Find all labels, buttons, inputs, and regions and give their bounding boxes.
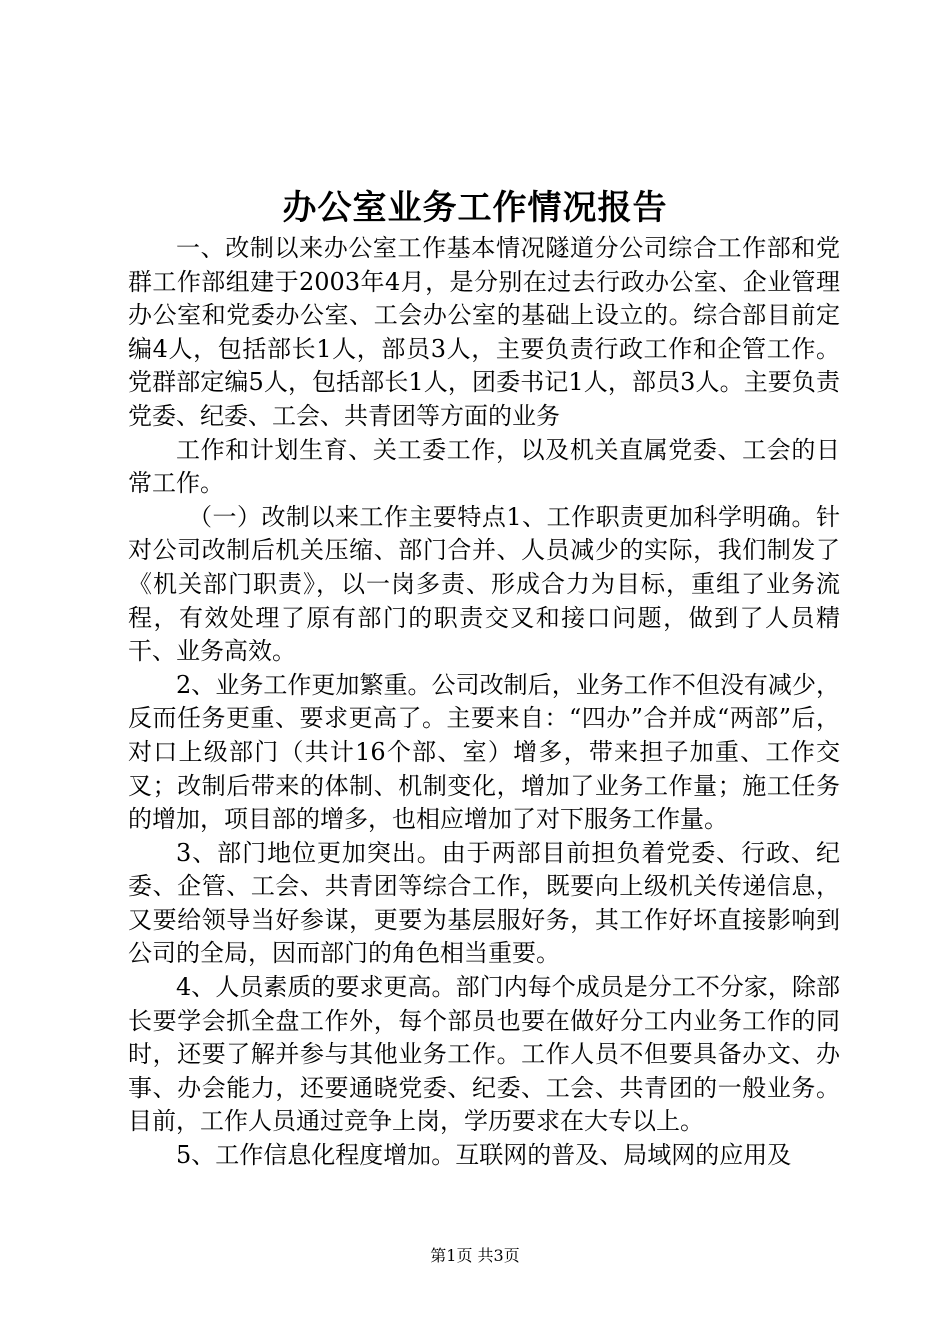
paragraph-2: 工作和计划生育、关工委工作，以及机关直属党委、工会的日常工作。 xyxy=(128,435,840,498)
paragraph-6: 4、人员素质的要求更高。部门内每个成员是分工不分家，除部长要学会抓全盘工作外，每个部员也要在做好分工内业务工作的同时，还要了解并参与其他业务工作。工作人员不但要具备办文、办事、办会能力，还要通晓党委、纪委、工会、共青团的一般业务。目前，工作人员通过竞争上岗，学历要求在大专以上。 xyxy=(128,973,840,1136)
paragraph-1: 一、改制以来办公室工作基本情况隧道分公司综合工作部和党群工作部组建于2003年4月，是分别在过去行政办公室、企业管理办公室和党委办公室、工会办公室的基础上设立的。综合部目前定编4人，包括部长1人，部员3人，主要负责行政工作和企管工作。党群部定编5人，包括部长1人，团委书记1人，部员3人。主要负责党委、纪委、工会、共青团等方面的业务 xyxy=(128,234,840,430)
page-footer: 第1页 共3页 xyxy=(430,1246,520,1265)
paragraph-3: （一）改制以来工作主要特点1、工作职责更加科学明确。针对公司改制后机关压缩、部门合并、人员减少的实际，我们制发了《机关部门职责》，以一岗多责、形成合力为目标，重组了业务流程，有效处理了原有部门的职责交叉和接口问题，做到了人员精干、业务高效。 xyxy=(128,502,840,666)
document-title: 办公室业务工作情况报告 xyxy=(282,188,668,228)
document-body xyxy=(128,232,840,1173)
paragraph-4: 2、业务工作更加繁重。公司改制后，业务工作不但没有减少，反而任务更重、要求更高了。主要来自：“四办”合并成“两部”后，对口上级部门（共计16个部、室）增多，带来担子加重、工作交叉；改制后带来的体制、机制变化，增加了业务工作量；施工任务的增加，项目部的增多，也相应增加了对下服务工作量。 xyxy=(128,670,840,834)
paragraph-7: 5、工作信息化程度增加。互联网的普及、局域网的应用及 xyxy=(176,1141,792,1170)
paragraph-5: 3、部门地位更加突出。由于两部目前担负着党委、行政、纪委、企管、工会、共青团等综合工作，既要向上级机关传递信息，又要给领导当好参谋，更要为基层服好务，其工作好坏直接影响到公司的全局，因而部门的角色相当重要。 xyxy=(128,838,840,968)
